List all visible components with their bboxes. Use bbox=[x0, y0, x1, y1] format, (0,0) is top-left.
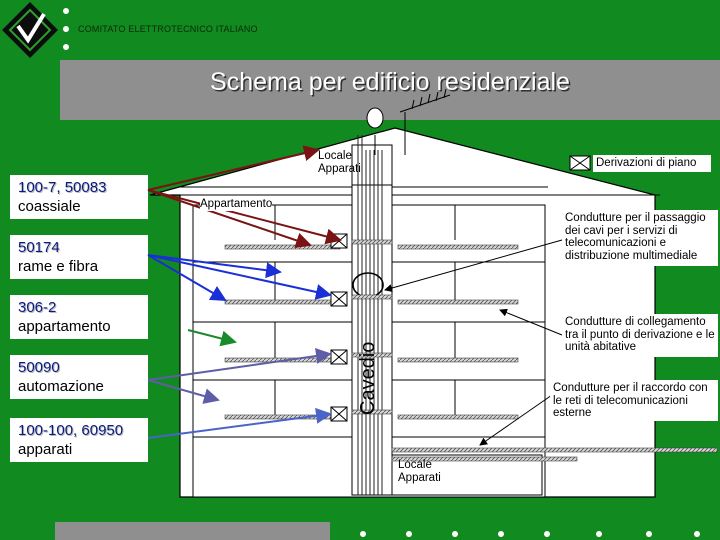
standard-desc: coassiale bbox=[18, 198, 81, 215]
appartamento-label: Appartamento bbox=[200, 198, 273, 210]
standard-code: 50174 bbox=[18, 239, 60, 256]
standard-desc: automazione bbox=[18, 378, 104, 395]
standard-code: 50090 bbox=[18, 359, 60, 376]
cavedio-label: Cavedio bbox=[357, 341, 379, 415]
bullet-dot bbox=[498, 531, 504, 537]
standard-desc: rame e fibra bbox=[18, 258, 99, 275]
header-org: COMITATO ELETTROTECNICO ITALIANO bbox=[78, 24, 258, 34]
standard-code: 100-100, 60950 bbox=[18, 422, 124, 439]
vertical-cables bbox=[358, 135, 382, 495]
standard-desc: appartamento bbox=[18, 318, 111, 335]
locale-label-line: Apparati bbox=[398, 472, 441, 484]
bullet-dot bbox=[646, 531, 652, 537]
locale-label-line: Apparati bbox=[318, 163, 361, 175]
page-title: Schema per edificio residenziale bbox=[210, 68, 570, 96]
bullet-dot bbox=[596, 531, 602, 537]
locale-apparati-bottom-label bbox=[398, 459, 441, 485]
bullet-dot bbox=[360, 531, 366, 537]
bottom-bar bbox=[55, 522, 330, 540]
standard-desc: apparati bbox=[18, 441, 73, 458]
standard-code: 306-2 bbox=[18, 299, 57, 316]
bullet-dot bbox=[406, 531, 412, 537]
locale-label-line: Locale bbox=[398, 459, 432, 471]
legend-derivazioni: Derivazioni di piano bbox=[593, 155, 711, 172]
standard-code: 100-7, 50083 bbox=[18, 179, 107, 196]
legend-condutture-raccordo: Condutture per il raccordo con le reti di telecomunicazioni esterne bbox=[550, 380, 718, 421]
legend-condutture-passaggio: Condutture per il passaggio dei cavi per i servizi di telecomunicazioni e distribuzione multimediale bbox=[562, 210, 718, 266]
bullet-dot bbox=[452, 531, 458, 537]
bullet-dot bbox=[694, 531, 700, 537]
locale-apparati-top-label bbox=[318, 150, 361, 176]
bullet-dot bbox=[544, 531, 550, 537]
locale-label-line: Locale bbox=[318, 150, 352, 162]
legend-condutture-collegamento: Condutture di collegamento tra il punto di derivazione e le unità abitative bbox=[562, 314, 718, 357]
house-walls bbox=[150, 128, 660, 497]
